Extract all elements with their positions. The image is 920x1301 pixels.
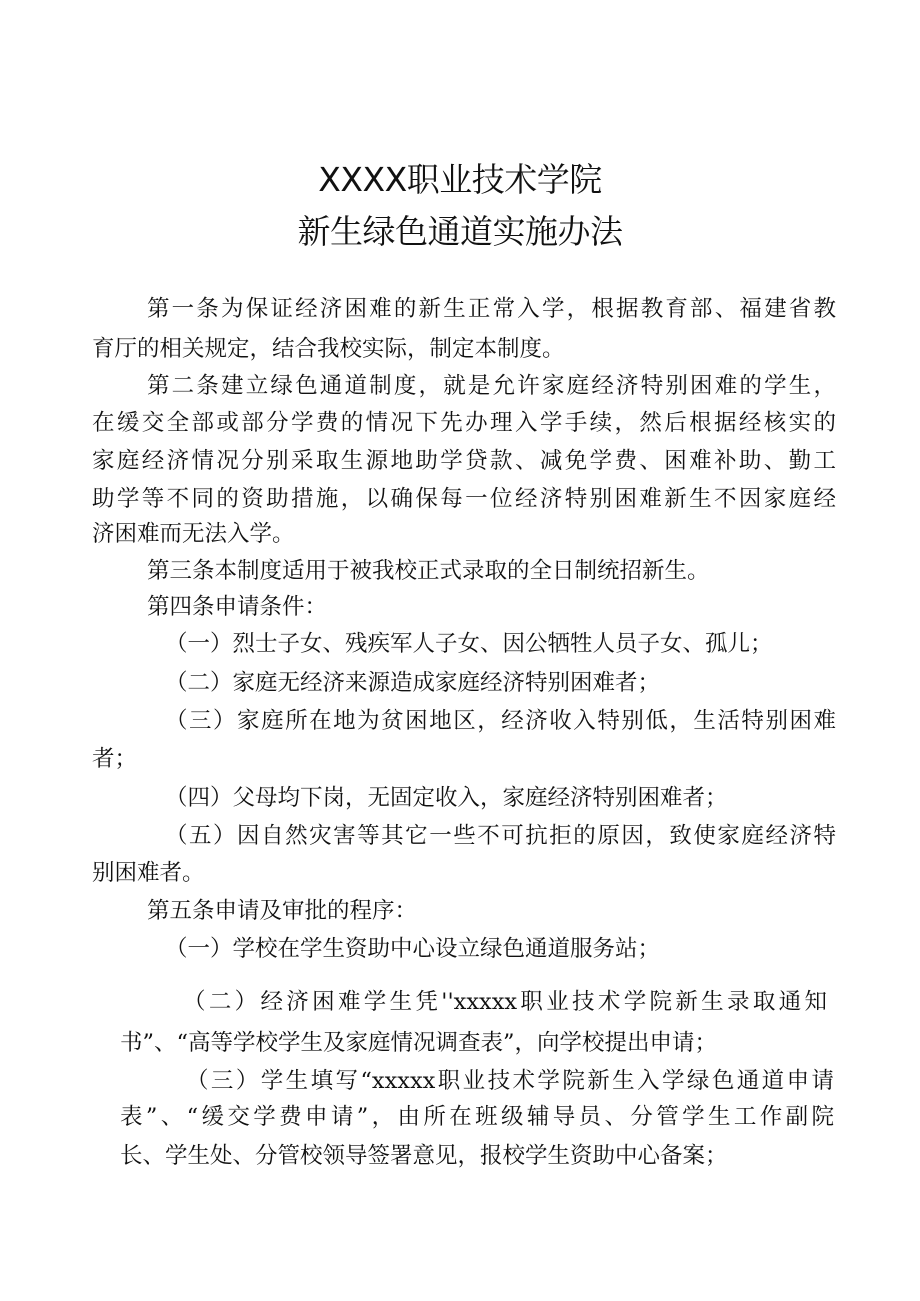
article-4-item-5-line-1: （五）因自然灾害等其它一些不可抗拒的原因，致使家庭经济特 xyxy=(165,823,836,849)
article-2-line-4: 助学等不同的资助措施，以确保每一位经济特别困难新生不因家庭经 xyxy=(92,486,836,512)
article-4-item-3-line-1: （三）家庭所在地为贫困地区，经济收入特别低，生活特别困难 xyxy=(165,708,836,734)
article-1-line-1: 第一条为保证经济困难的新生正常入学，根据教育部、福建省教 xyxy=(147,296,836,322)
document-title-line-1: XXXX职业技术学院 xyxy=(318,160,602,199)
article-5-item-1: （一）学校在学生资助中心设立绿色通道服务站； xyxy=(165,936,661,962)
article-4-item-1: （一）烈士子女、残疾军人子女、因公牺牲人员子女、孤儿； xyxy=(165,631,773,657)
article-3: 第三条本制度适用于被我校正式录取的全日制统招新生。 xyxy=(147,558,710,584)
article-1-line-2: 育厅的相关规定，结合我校实际，制定本制度。 xyxy=(92,336,565,362)
article-5-item-2-line-1: （二）经济困难学生凭''xxxxx职业技术学院新生录取通知 xyxy=(183,989,827,1015)
article-2-line-3: 家庭经济情况分别采取生源地助学贷款、减免学费、困难补助、勤工 xyxy=(92,448,836,474)
article-2-line-5: 济困难而无法入学。 xyxy=(92,521,295,547)
article-2-line-1: 第二条建立绿色通道制度，就是允许家庭经济特别困难的学生， xyxy=(147,373,836,399)
article-5-item-3-line-3: 长、学生处、分管校领导签署意见，报校学生资助中心备案； xyxy=(120,1143,728,1169)
article-4-item-4: （四）父母均下岗，无固定收入，家庭经济特别困难者； xyxy=(165,785,728,811)
article-5-heading: 第五条申请及审批的程序： xyxy=(147,898,418,924)
article-4-item-3-line-2: 者； xyxy=(92,746,138,772)
article-5-item-3-line-2: 表”、“缓交学费申请”，由所在班级辅导员、分管学生工作副院 xyxy=(120,1104,834,1130)
article-4-heading: 第四条申请条件： xyxy=(147,594,328,620)
document-title-line-2: 新生绿色通道实施办法 xyxy=(297,212,623,251)
article-4-item-2: （二）家庭无经济来源造成家庭经济特别困难者； xyxy=(165,670,661,696)
article-2-line-2: 在缓交全部或部分学费的情况下先办理入学手续，然后根据经核实的 xyxy=(92,410,836,436)
article-5-item-3-line-1: （三）学生填写“xxxxx职业技术学院新生入学绿色通道申请 xyxy=(186,1068,834,1094)
article-5-item-2-line-2: 书”、“高等学校学生及家庭情况调查表”，向学校提出申请； xyxy=(120,1030,718,1056)
article-4-item-5-line-2: 别困难者。 xyxy=(92,860,205,886)
